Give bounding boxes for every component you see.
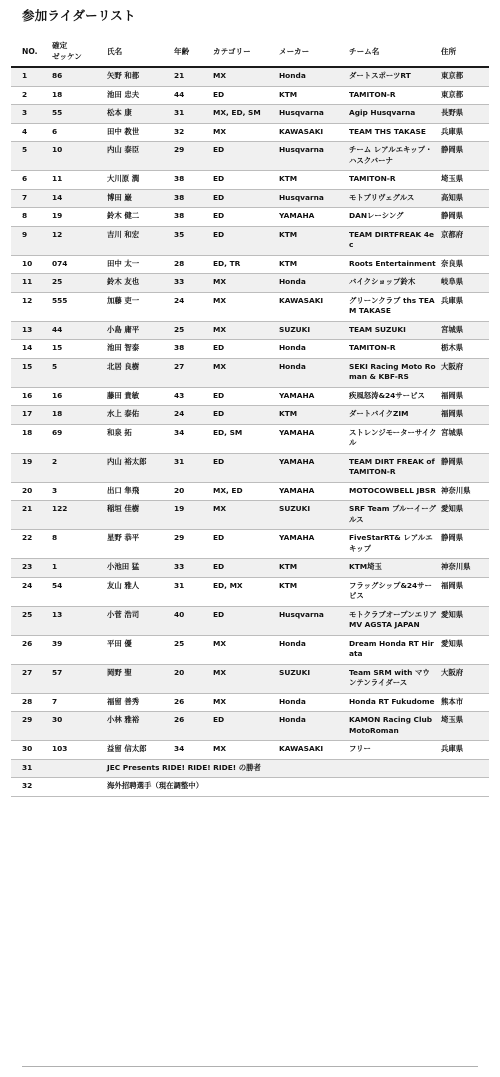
cell-number: 555 <box>50 292 105 321</box>
cell-team: フラッグシップ&24サービス <box>347 577 439 606</box>
cell-name: 博田 巌 <box>105 189 172 208</box>
cell-maker: Husqvarna <box>277 105 347 124</box>
cell-no: 13 <box>11 321 50 340</box>
cell-age: 38 <box>172 340 211 359</box>
cell-team: KTM埼玉 <box>347 559 439 578</box>
cell-maker: KTM <box>277 171 347 190</box>
cell-team: TEAM THS TAKASE <box>347 123 439 142</box>
table-row <box>11 142 489 171</box>
cell-no: 20 <box>11 482 50 501</box>
cell-maker: Honda <box>277 358 347 387</box>
cell-team: TEAM SUZUKI <box>347 321 439 340</box>
cell-no: 25 <box>11 606 50 635</box>
cell-number: 44 <box>50 321 105 340</box>
cell-age: 19 <box>172 501 211 530</box>
cell-number: 30 <box>50 712 105 741</box>
table-row <box>11 387 489 406</box>
cell-category: ED <box>211 530 277 559</box>
cell-number: 55 <box>50 105 105 124</box>
cell-category: ED <box>211 86 277 105</box>
cell-name: 鈴木 友也 <box>105 274 172 293</box>
cell-maker: Honda <box>277 67 347 86</box>
cell-category: MX <box>211 501 277 530</box>
cell-category: ED <box>211 189 277 208</box>
cell-number: 11 <box>50 171 105 190</box>
table-row <box>11 712 489 741</box>
cell-team: モトブリヴェグルス <box>347 189 439 208</box>
cell-maker: YAMAHA <box>277 530 347 559</box>
cell-name: 北居 良樹 <box>105 358 172 387</box>
cell-age: 26 <box>172 712 211 741</box>
cell-no: 30 <box>11 741 50 760</box>
cell-address: 愛知県 <box>439 501 489 530</box>
cell-name: 池田 忠夫 <box>105 86 172 105</box>
cell-address: 埼玉県 <box>439 171 489 190</box>
table-row <box>11 358 489 387</box>
cell-name: 平田 優 <box>105 635 172 664</box>
cell-maker: KTM <box>277 226 347 255</box>
cell-age: 24 <box>172 292 211 321</box>
cell-number: 5 <box>50 358 105 387</box>
cell-address: 愛知県 <box>439 635 489 664</box>
cell-maker: YAMAHA <box>277 387 347 406</box>
cell-age: 43 <box>172 387 211 406</box>
cell-address: 福岡県 <box>439 577 489 606</box>
cell-name: 池田 智泰 <box>105 340 172 359</box>
cell-no: 26 <box>11 635 50 664</box>
cell-name: 小島 庸平 <box>105 321 172 340</box>
cell-address: 兵庫県 <box>439 123 489 142</box>
table-row-special <box>11 778 489 797</box>
cell-address: 長野県 <box>439 105 489 124</box>
cell-maker: YAMAHA <box>277 208 347 227</box>
cell-team: MOTOCOWBELL JBSR <box>347 482 439 501</box>
header-team: チーム名 <box>347 36 439 67</box>
cell-name: 稲垣 佳樹 <box>105 501 172 530</box>
cell-address: 兵庫県 <box>439 741 489 760</box>
cell-category: MX <box>211 741 277 760</box>
cell-team: 疾風怒涛&24サービス <box>347 387 439 406</box>
cell-age: 34 <box>172 424 211 453</box>
cell-name: 出口 隼飛 <box>105 482 172 501</box>
cell-address: 栃木県 <box>439 340 489 359</box>
cell-number: 13 <box>50 606 105 635</box>
cell-maker: Honda <box>277 635 347 664</box>
cell-age: 29 <box>172 142 211 171</box>
cell-maker: KTM <box>277 577 347 606</box>
cell-category: MX <box>211 664 277 693</box>
table-row-special <box>11 759 489 778</box>
cell-category: ED, SM <box>211 424 277 453</box>
table-row <box>11 292 489 321</box>
cell-category: ED <box>211 142 277 171</box>
cell-maker: Honda <box>277 712 347 741</box>
cell-category: ED <box>211 406 277 425</box>
cell-address: 高知県 <box>439 189 489 208</box>
cell-number: 86 <box>50 67 105 86</box>
table-row <box>11 255 489 274</box>
cell-address: 東京都 <box>439 67 489 86</box>
header-no: NO. <box>11 36 50 67</box>
cell-address: 宮城県 <box>439 424 489 453</box>
cell-address: 静岡県 <box>439 530 489 559</box>
cell-team: Team SRM with マウンテンライダース <box>347 664 439 693</box>
cell-category: ED <box>211 226 277 255</box>
header-name: 氏名 <box>105 36 172 67</box>
cell-address: 愛知県 <box>439 606 489 635</box>
cell-number <box>50 778 105 797</box>
cell-category: ED <box>211 171 277 190</box>
cell-team: TAMITON-R <box>347 86 439 105</box>
table-row <box>11 530 489 559</box>
cell-maker: KTM <box>277 559 347 578</box>
cell-number: 15 <box>50 340 105 359</box>
cell-age: 27 <box>172 358 211 387</box>
cell-team: ダートスポーツRT <box>347 67 439 86</box>
cell-age: 25 <box>172 635 211 664</box>
cell-maker: KAWASAKI <box>277 123 347 142</box>
cell-address: 福岡県 <box>439 406 489 425</box>
cell-age: 31 <box>172 105 211 124</box>
cell-category: MX <box>211 358 277 387</box>
header-category: カテゴリー <box>211 36 277 67</box>
table-row <box>11 274 489 293</box>
table-row <box>11 105 489 124</box>
cell-team: バイクショップ鈴木 <box>347 274 439 293</box>
cell-no: 32 <box>11 778 50 797</box>
header-maker: メーカー <box>277 36 347 67</box>
cell-category: ED, MX <box>211 577 277 606</box>
cell-name: 岡野 聖 <box>105 664 172 693</box>
cell-number: 122 <box>50 501 105 530</box>
cell-address: 静岡県 <box>439 453 489 482</box>
cell-team: Roots Entertainment <box>347 255 439 274</box>
table-row <box>11 577 489 606</box>
table-row <box>11 741 489 760</box>
cell-team: Honda RT Fukudome <box>347 693 439 712</box>
cell-team: チーム レアルエキップ・ハスクバーナ <box>347 142 439 171</box>
cell-team: フリー <box>347 741 439 760</box>
cell-category: ED <box>211 340 277 359</box>
cell-category: MX <box>211 123 277 142</box>
table-row <box>11 693 489 712</box>
cell-name: 田中 太一 <box>105 255 172 274</box>
cell-no: 8 <box>11 208 50 227</box>
cell-age: 25 <box>172 321 211 340</box>
cell-number: 19 <box>50 208 105 227</box>
cell-age: 38 <box>172 189 211 208</box>
cell-address: 大阪府 <box>439 664 489 693</box>
table-row <box>11 340 489 359</box>
cell-maker: Honda <box>277 693 347 712</box>
cell-age: 33 <box>172 559 211 578</box>
cell-team: グリーンクラブ ths TEAM TAKASE <box>347 292 439 321</box>
cell-team: DANレーシング <box>347 208 439 227</box>
cell-team: ダートバイクZIM <box>347 406 439 425</box>
cell-maker: YAMAHA <box>277 424 347 453</box>
cell-maker: Honda <box>277 340 347 359</box>
cell-category: ED <box>211 606 277 635</box>
cell-no: 31 <box>11 759 50 778</box>
table-row <box>11 559 489 578</box>
cell-no: 12 <box>11 292 50 321</box>
cell-number: 3 <box>50 482 105 501</box>
cell-no: 1 <box>11 67 50 86</box>
cell-age: 24 <box>172 406 211 425</box>
table-row <box>11 664 489 693</box>
table-row <box>11 406 489 425</box>
cell-team: FiveStarRT& レアルエキップ <box>347 530 439 559</box>
table-row <box>11 606 489 635</box>
cell-address: 大阪府 <box>439 358 489 387</box>
cell-address: 神奈川県 <box>439 482 489 501</box>
cell-no: 28 <box>11 693 50 712</box>
cell-no: 17 <box>11 406 50 425</box>
cell-maker: KAWASAKI <box>277 292 347 321</box>
cell-maker: KTM <box>277 406 347 425</box>
table-row <box>11 123 489 142</box>
cell-number: 25 <box>50 274 105 293</box>
cell-category: MX <box>211 292 277 321</box>
cell-no: 27 <box>11 664 50 693</box>
cell-address: 宮城県 <box>439 321 489 340</box>
table-row <box>11 171 489 190</box>
cell-address: 熊本市 <box>439 693 489 712</box>
cell-no: 6 <box>11 171 50 190</box>
cell-team: ストレンジモーターサイクル <box>347 424 439 453</box>
cell-maker: Husqvarna <box>277 606 347 635</box>
cell-number: 074 <box>50 255 105 274</box>
cell-no: 16 <box>11 387 50 406</box>
cell-age: 28 <box>172 255 211 274</box>
cell-name: 吉川 和宏 <box>105 226 172 255</box>
table-row <box>11 226 489 255</box>
cell-team: Agip Husqvarna <box>347 105 439 124</box>
cell-no: 19 <box>11 453 50 482</box>
cell-no: 14 <box>11 340 50 359</box>
cell-category: ED <box>211 453 277 482</box>
cell-maker: YAMAHA <box>277 482 347 501</box>
bottom-divider <box>22 1066 478 1067</box>
cell-no: 10 <box>11 255 50 274</box>
cell-category: MX <box>211 67 277 86</box>
cell-address: 岐阜県 <box>439 274 489 293</box>
cell-name: 鈴木 健二 <box>105 208 172 227</box>
cell-category: MX <box>211 693 277 712</box>
cell-age: 26 <box>172 693 211 712</box>
cell-maker: SUZUKI <box>277 664 347 693</box>
cell-team: TEAM DIRTFREAK 4ec <box>347 226 439 255</box>
cell-name: 小林 雅裕 <box>105 712 172 741</box>
cell-age: 29 <box>172 530 211 559</box>
cell-age: 21 <box>172 67 211 86</box>
cell-category: MX <box>211 274 277 293</box>
cell-name: 矢野 和都 <box>105 67 172 86</box>
cell-no: 15 <box>11 358 50 387</box>
table-row <box>11 67 489 86</box>
page-title: 参加ライダーリスト <box>22 8 136 23</box>
cell-age: 40 <box>172 606 211 635</box>
cell-no: 11 <box>11 274 50 293</box>
cell-no: 18 <box>11 424 50 453</box>
cell-maker: Honda <box>277 274 347 293</box>
cell-number: 8 <box>50 530 105 559</box>
cell-name: 水上 泰佑 <box>105 406 172 425</box>
cell-no: 22 <box>11 530 50 559</box>
rider-table <box>11 36 489 797</box>
cell-number: 1 <box>50 559 105 578</box>
cell-no: 9 <box>11 226 50 255</box>
cell-number: 18 <box>50 86 105 105</box>
cell-no: 21 <box>11 501 50 530</box>
cell-name: 内山 裕太郎 <box>105 453 172 482</box>
cell-address: 静岡県 <box>439 208 489 227</box>
cell-team: TEAM DIRT FREAK of TAMITON-R <box>347 453 439 482</box>
cell-team: モトクラブオープンエリア MV AGSTA JAPAN <box>347 606 439 635</box>
cell-number: 14 <box>50 189 105 208</box>
cell-name: 松本 康 <box>105 105 172 124</box>
cell-maker: SUZUKI <box>277 501 347 530</box>
cell-no: 29 <box>11 712 50 741</box>
cell-name: 小池田 猛 <box>105 559 172 578</box>
cell-category: MX <box>211 321 277 340</box>
table-row <box>11 208 489 227</box>
table-row <box>11 635 489 664</box>
cell-number: 69 <box>50 424 105 453</box>
cell-maker: KTM <box>277 86 347 105</box>
cell-category: ED <box>211 559 277 578</box>
cell-no: 3 <box>11 105 50 124</box>
cell-special-note: JEC Presents RIDE! RIDE! RIDE! の勝者 <box>105 759 489 778</box>
cell-name: 小菅 浩司 <box>105 606 172 635</box>
cell-address: 神奈川県 <box>439 559 489 578</box>
cell-no: 7 <box>11 189 50 208</box>
table-row <box>11 189 489 208</box>
cell-number: 7 <box>50 693 105 712</box>
cell-age: 35 <box>172 226 211 255</box>
cell-category: ED <box>211 387 277 406</box>
cell-name: 藤田 貴敏 <box>105 387 172 406</box>
cell-number: 6 <box>50 123 105 142</box>
cell-name: 大川原 潤 <box>105 171 172 190</box>
cell-maker: SUZUKI <box>277 321 347 340</box>
cell-team: Dream Honda RT Hirata <box>347 635 439 664</box>
cell-number: 103 <box>50 741 105 760</box>
cell-age: 38 <box>172 208 211 227</box>
cell-name: 星野 恭平 <box>105 530 172 559</box>
cell-category: MX, ED <box>211 482 277 501</box>
cell-address: 奈良県 <box>439 255 489 274</box>
cell-name: 和泉 拓 <box>105 424 172 453</box>
cell-number: 10 <box>50 142 105 171</box>
cell-team: TAMITON-R <box>347 340 439 359</box>
cell-address: 京都府 <box>439 226 489 255</box>
cell-age: 44 <box>172 86 211 105</box>
cell-name: 福留 善秀 <box>105 693 172 712</box>
cell-number: 39 <box>50 635 105 664</box>
table-body <box>11 67 489 796</box>
cell-age: 20 <box>172 482 211 501</box>
table-row <box>11 321 489 340</box>
table-row <box>11 453 489 482</box>
cell-address: 兵庫県 <box>439 292 489 321</box>
cell-name: 加藤 吏一 <box>105 292 172 321</box>
cell-number: 16 <box>50 387 105 406</box>
cell-no: 4 <box>11 123 50 142</box>
cell-number: 12 <box>50 226 105 255</box>
cell-category: ED, TR <box>211 255 277 274</box>
header-number: 確定 ゼッケン <box>50 36 105 67</box>
cell-special-note: 海外招聘選手（現在調整中） <box>105 778 489 797</box>
cell-maker: YAMAHA <box>277 453 347 482</box>
cell-maker: KTM <box>277 255 347 274</box>
cell-number: 18 <box>50 406 105 425</box>
table-row <box>11 424 489 453</box>
cell-address: 静岡県 <box>439 142 489 171</box>
cell-age: 31 <box>172 453 211 482</box>
cell-address: 東京都 <box>439 86 489 105</box>
cell-category: ED <box>211 208 277 227</box>
cell-age: 31 <box>172 577 211 606</box>
cell-team: SEKI Racing Moto Roman & KBF-RS <box>347 358 439 387</box>
cell-name: 益留 信太郎 <box>105 741 172 760</box>
cell-address: 福岡県 <box>439 387 489 406</box>
table-header-row <box>11 36 489 67</box>
cell-maker: Husqvarna <box>277 142 347 171</box>
cell-number: 57 <box>50 664 105 693</box>
cell-address: 埼玉県 <box>439 712 489 741</box>
cell-age: 33 <box>172 274 211 293</box>
cell-number: 54 <box>50 577 105 606</box>
cell-maker: Husqvarna <box>277 189 347 208</box>
table-row <box>11 482 489 501</box>
header-address: 住所 <box>439 36 489 67</box>
table-row <box>11 86 489 105</box>
table-row <box>11 501 489 530</box>
cell-age: 34 <box>172 741 211 760</box>
cell-age: 38 <box>172 171 211 190</box>
cell-number: 2 <box>50 453 105 482</box>
cell-category: MX, ED, SM <box>211 105 277 124</box>
cell-number <box>50 759 105 778</box>
cell-team: KAMON Racing Club MotoRoman <box>347 712 439 741</box>
cell-category: ED <box>211 712 277 741</box>
header-age: 年齢 <box>172 36 211 67</box>
cell-category: MX <box>211 635 277 664</box>
cell-no: 23 <box>11 559 50 578</box>
cell-no: 24 <box>11 577 50 606</box>
cell-age: 32 <box>172 123 211 142</box>
cell-maker: KAWASAKI <box>277 741 347 760</box>
cell-name: 友山 雅人 <box>105 577 172 606</box>
cell-name: 内山 泰臣 <box>105 142 172 171</box>
cell-no: 2 <box>11 86 50 105</box>
cell-age: 20 <box>172 664 211 693</box>
cell-name: 田中 教世 <box>105 123 172 142</box>
cell-team: TAMITON-R <box>347 171 439 190</box>
cell-team: SRF Team ブルーイーグルス <box>347 501 439 530</box>
cell-no: 5 <box>11 142 50 171</box>
